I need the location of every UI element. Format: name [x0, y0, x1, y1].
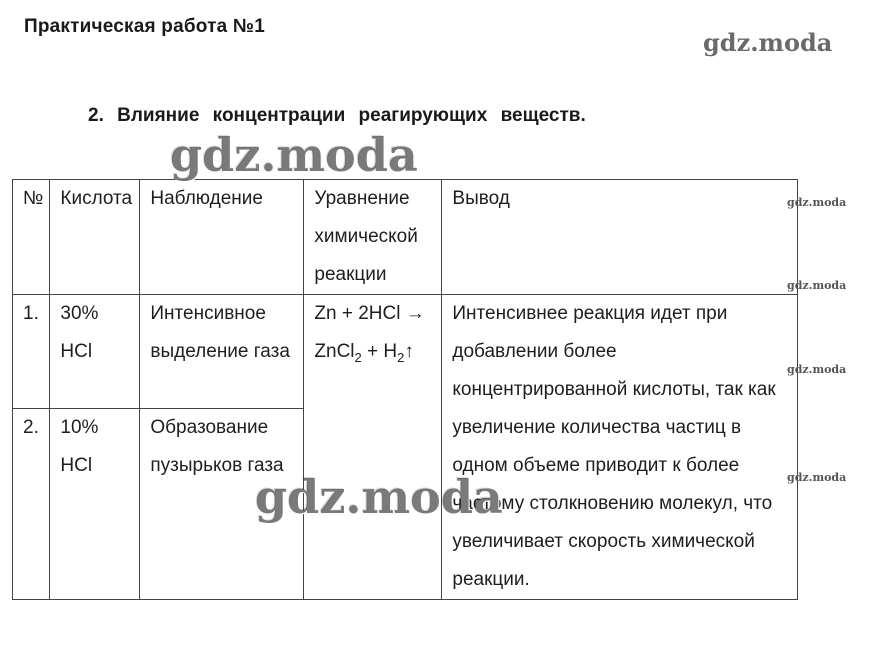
equation-subscript: 2: [397, 349, 405, 365]
header-conclusion: Вывод: [442, 180, 798, 295]
watermark-small: gdz.moda: [787, 196, 847, 209]
equation-cell: [304, 295, 442, 600]
equation-line-1: Zn + 2HCl →: [314, 303, 425, 324]
watermark-small: gdz.moda: [787, 471, 847, 484]
header-equation: Уравнение химической реакции: [304, 180, 442, 295]
watermark-logo: gdz.moda: [703, 28, 833, 57]
row-num: 1.: [13, 295, 50, 409]
page-title: Практическая работа №1: [24, 16, 266, 37]
header-acid: Кислота: [50, 180, 140, 295]
row-acid: 30% HCl: [50, 295, 140, 409]
results-table: [12, 179, 798, 600]
equation-subscript: 2: [354, 349, 362, 365]
row-acid: 10% HCl: [50, 409, 140, 600]
equation-line-2: [314, 333, 435, 371]
watermark-small: gdz.moda: [787, 363, 847, 376]
row-observation: Образование пузырьков газа: [140, 409, 304, 600]
watermark-large: gdz.moda: [255, 470, 503, 524]
watermark-large: gdz.moda: [170, 128, 418, 182]
section-title: 2. Влияние концентрации реагирующих веществ.: [88, 105, 586, 126]
header-observation: Наблюдение: [140, 180, 304, 295]
gas-arrow: ↑: [404, 341, 414, 362]
row-num: 2.: [13, 409, 50, 600]
watermark-small: gdz.moda: [787, 279, 847, 292]
table-header-row: [13, 180, 798, 295]
equation-plus-h: + H: [361, 341, 398, 362]
header-num: №: [13, 180, 50, 295]
conclusion-cell: Интенсивнее реакция идет при добавлении более концентрированной кислоты, так как увеличение количества частиц в одном объеме приводит к более частому столкновению молекул, что увеличивает скорость химической реакции.: [442, 295, 798, 600]
table-row: [13, 295, 798, 409]
row-observation: Интенсивное выделение газа: [140, 295, 304, 409]
equation-zncl: ZnCl: [314, 341, 355, 362]
